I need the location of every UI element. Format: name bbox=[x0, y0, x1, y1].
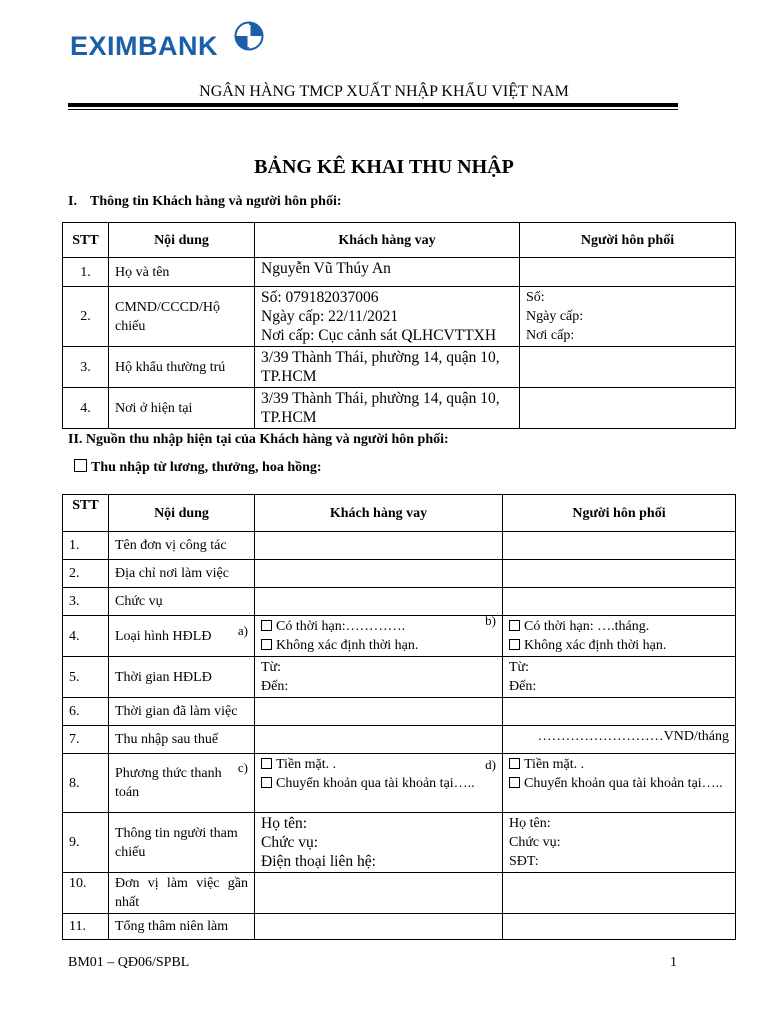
row-stt: 2. bbox=[63, 560, 109, 588]
spouse-payment-method bbox=[503, 754, 736, 813]
section2-title: II. Nguồn thu nhập hiện tại của Khách hàng và người hôn phối: bbox=[68, 432, 449, 447]
spouse-contract-from: Từ: bbox=[509, 660, 530, 675]
customer-full-name: Nguyễn Vũ Thúy An bbox=[255, 258, 520, 287]
table-row bbox=[63, 532, 736, 560]
customer-indefinite-checkbox[interactable] bbox=[261, 639, 272, 650]
eximbank-logo: EXIMBANK bbox=[70, 31, 219, 61]
spouse-id-issuer: Nơi cấp: bbox=[526, 328, 575, 343]
table-header-customer: Khách hàng vay bbox=[255, 223, 520, 258]
customer-reference-info bbox=[255, 813, 503, 873]
customer-cash-label: Tiền mặt. . bbox=[276, 757, 337, 772]
customer-fixed-term-checkbox[interactable] bbox=[261, 620, 272, 631]
table-row bbox=[63, 813, 736, 873]
row-label: CMND/CCCD/Hộ chiếu bbox=[109, 287, 255, 347]
spouse-id-cell bbox=[520, 287, 736, 347]
spouse-contract-period bbox=[503, 657, 736, 698]
spouse-id-issue-date: Ngày cấp: bbox=[526, 309, 584, 324]
eximbank-logo-icon bbox=[234, 21, 264, 51]
customer-reference-phone: Điện thoại liên hệ: bbox=[261, 853, 376, 870]
spouse-reference-position: Chức vụ: bbox=[509, 835, 561, 850]
row-label: Thu nhập sau thuế bbox=[109, 726, 255, 754]
spouse-contract-type bbox=[503, 616, 736, 657]
option-marker-d: d) bbox=[485, 757, 496, 772]
row-label: Loại hình HĐLĐ bbox=[115, 628, 212, 644]
spouse-full-name bbox=[520, 258, 736, 287]
table-row bbox=[63, 258, 736, 287]
customer-id-issue-date: Ngày cấp: 22/11/2021 bbox=[261, 308, 399, 325]
customer-contract-to: Đến: bbox=[261, 679, 289, 694]
table-header-stt: STT bbox=[63, 495, 109, 532]
row-label: Thông tin người tham chiếu bbox=[109, 813, 255, 873]
customer-id-issuer: Nơi cấp: Cục cảnh sát QLHCVTTXH bbox=[261, 327, 497, 344]
row-stt: 7. bbox=[63, 726, 109, 754]
customer-previous-employer-field[interactable] bbox=[255, 873, 503, 914]
row-label: Tổng thâm niên làm bbox=[109, 914, 255, 940]
header-rule-thin bbox=[68, 109, 678, 110]
customer-permanent-address: 3/39 Thành Thái, phường 14, quận 10, TP.HCM bbox=[255, 347, 520, 388]
spouse-employer-field[interactable] bbox=[503, 532, 736, 560]
row-stt: 1. bbox=[63, 532, 109, 560]
header-rule bbox=[68, 103, 678, 107]
page-number: 1 bbox=[670, 955, 677, 970]
income-option-label: Thu nhập từ lương, thưởng, hoa hồng: bbox=[91, 460, 322, 475]
row-label: Phương thức thanh toán bbox=[115, 766, 222, 800]
customer-contract-period bbox=[255, 657, 503, 698]
spouse-total-seniority-field[interactable] bbox=[503, 914, 736, 940]
customer-indefinite-label: Không xác định thời hạn. bbox=[276, 638, 419, 653]
spouse-reference-phone: SĐT: bbox=[509, 854, 539, 869]
section1-title: Thông tin Khách hàng và người hôn phối: bbox=[90, 194, 342, 209]
customer-cash-checkbox[interactable] bbox=[261, 758, 272, 769]
row-label: Chức vụ bbox=[109, 588, 255, 616]
row-label: Thời gian đã làm việc bbox=[109, 698, 255, 726]
customer-employer-field[interactable] bbox=[255, 532, 503, 560]
row-stt: 3. bbox=[63, 347, 109, 388]
table-row bbox=[63, 754, 736, 813]
row-stt: 8. bbox=[63, 754, 109, 813]
spouse-net-income-field[interactable]: ………………………VND/tháng bbox=[503, 726, 736, 754]
row-stt: 6. bbox=[63, 698, 109, 726]
customer-contract-from: Từ: bbox=[261, 660, 282, 675]
customer-info-table bbox=[62, 222, 736, 429]
document-title: BẢNG KÊ KHAI THU NHẬP bbox=[254, 156, 514, 178]
row-label: Họ và tên bbox=[109, 258, 255, 287]
row-stt: 4. bbox=[63, 388, 109, 429]
spouse-previous-employer-field[interactable] bbox=[503, 873, 736, 914]
customer-total-seniority-field[interactable] bbox=[255, 914, 503, 940]
spouse-reference-name: Họ tên: bbox=[509, 816, 551, 831]
option-marker-b: b) bbox=[485, 613, 496, 628]
row-label-cell bbox=[109, 616, 255, 657]
section1-number: I. bbox=[68, 194, 77, 209]
form-code: BM01 – QĐ06/SPBL bbox=[68, 955, 190, 970]
table-row bbox=[63, 616, 736, 657]
customer-net-income-field[interactable] bbox=[255, 726, 503, 754]
row-stt: 1. bbox=[63, 258, 109, 287]
row-label: Địa chỉ nơi làm việc bbox=[109, 560, 255, 588]
income-option bbox=[74, 459, 322, 476]
row-label: Nơi ở hiện tại bbox=[109, 388, 255, 429]
customer-years-worked-field[interactable] bbox=[255, 698, 503, 726]
table-row bbox=[63, 726, 736, 754]
salary-income-checkbox[interactable] bbox=[74, 459, 87, 472]
table-header-spouse: Người hôn phối bbox=[503, 495, 736, 532]
bank-name: NGÂN HÀNG TMCP XUẤT NHẬP KHẨU VIỆT NAM bbox=[199, 83, 569, 100]
spouse-fixed-term-checkbox[interactable] bbox=[509, 620, 520, 631]
customer-position-field[interactable] bbox=[255, 588, 503, 616]
spouse-current-address bbox=[520, 388, 736, 429]
table-header-customer: Khách hàng vay bbox=[255, 495, 503, 532]
spouse-transfer-checkbox[interactable] bbox=[509, 777, 520, 788]
table-row bbox=[63, 388, 736, 429]
table-row bbox=[63, 347, 736, 388]
spouse-cash-checkbox[interactable] bbox=[509, 758, 520, 769]
customer-contract-type bbox=[255, 613, 503, 657]
spouse-indefinite-label: Không xác định thời hạn. bbox=[524, 638, 667, 653]
customer-id-cell bbox=[255, 287, 520, 347]
table-row bbox=[63, 698, 736, 726]
table-header-content: Nội dung bbox=[109, 495, 255, 532]
row-stt: 11. bbox=[63, 914, 109, 940]
customer-current-address: 3/39 Thành Thái, phường 14, quận 10, TP.HCM bbox=[255, 388, 520, 429]
row-label-cell bbox=[109, 754, 255, 813]
customer-reference-position: Chức vụ: bbox=[261, 834, 319, 851]
spouse-cash-label: Tiền mặt. . bbox=[524, 757, 585, 772]
table-header-spouse: Người hôn phối bbox=[520, 223, 736, 258]
option-marker-c: c) bbox=[237, 760, 248, 775]
spouse-contract-to: Đến: bbox=[509, 679, 537, 694]
row-label: Hộ khẩu thường trú bbox=[109, 347, 255, 388]
spouse-work-address-field[interactable] bbox=[503, 560, 736, 588]
row-stt: 2. bbox=[63, 287, 109, 347]
row-label: Thời gian HĐLĐ bbox=[109, 657, 255, 698]
table-row bbox=[63, 914, 736, 940]
table-row bbox=[63, 560, 736, 588]
row-stt: 3. bbox=[63, 588, 109, 616]
table-header-content: Nội dung bbox=[109, 223, 255, 258]
row-stt: 5. bbox=[63, 657, 109, 698]
row-stt: 9. bbox=[63, 813, 109, 873]
spouse-permanent-address bbox=[520, 347, 736, 388]
row-label: Tên đơn vị công tác bbox=[109, 532, 255, 560]
row-label: Đơn vị làm việc gần nhất bbox=[109, 873, 255, 914]
customer-work-address-field[interactable] bbox=[255, 560, 503, 588]
table-row bbox=[63, 287, 736, 347]
customer-id-number: Số: 079182037006 bbox=[261, 289, 379, 306]
spouse-transfer-label: Chuyển khoản qua tài khoản tại….. bbox=[524, 776, 723, 791]
income-table bbox=[62, 494, 736, 940]
customer-fixed-term-label: Có thời hạn:…………. bbox=[276, 619, 406, 634]
table-row bbox=[63, 588, 736, 616]
option-marker-a: a) bbox=[237, 622, 248, 638]
customer-reference-name: Họ tên: bbox=[261, 815, 308, 832]
customer-transfer-label: Chuyển khoản qua tài khoản tại….. bbox=[276, 776, 475, 791]
table-header-stt: STT bbox=[63, 223, 109, 258]
spouse-fixed-term-label: Có thời hạn: ….tháng. bbox=[524, 619, 650, 634]
customer-transfer-checkbox[interactable] bbox=[261, 777, 272, 788]
spouse-years-worked-field[interactable] bbox=[503, 698, 736, 726]
spouse-indefinite-checkbox[interactable] bbox=[509, 639, 520, 650]
spouse-id-number: Số: bbox=[526, 290, 545, 305]
spouse-reference-info bbox=[503, 813, 736, 873]
table-row bbox=[63, 873, 736, 914]
table-row bbox=[63, 657, 736, 698]
row-stt: 10. bbox=[63, 873, 109, 914]
spouse-position-field[interactable] bbox=[503, 588, 736, 616]
customer-payment-method bbox=[255, 754, 503, 813]
row-stt: 4. bbox=[63, 616, 109, 657]
